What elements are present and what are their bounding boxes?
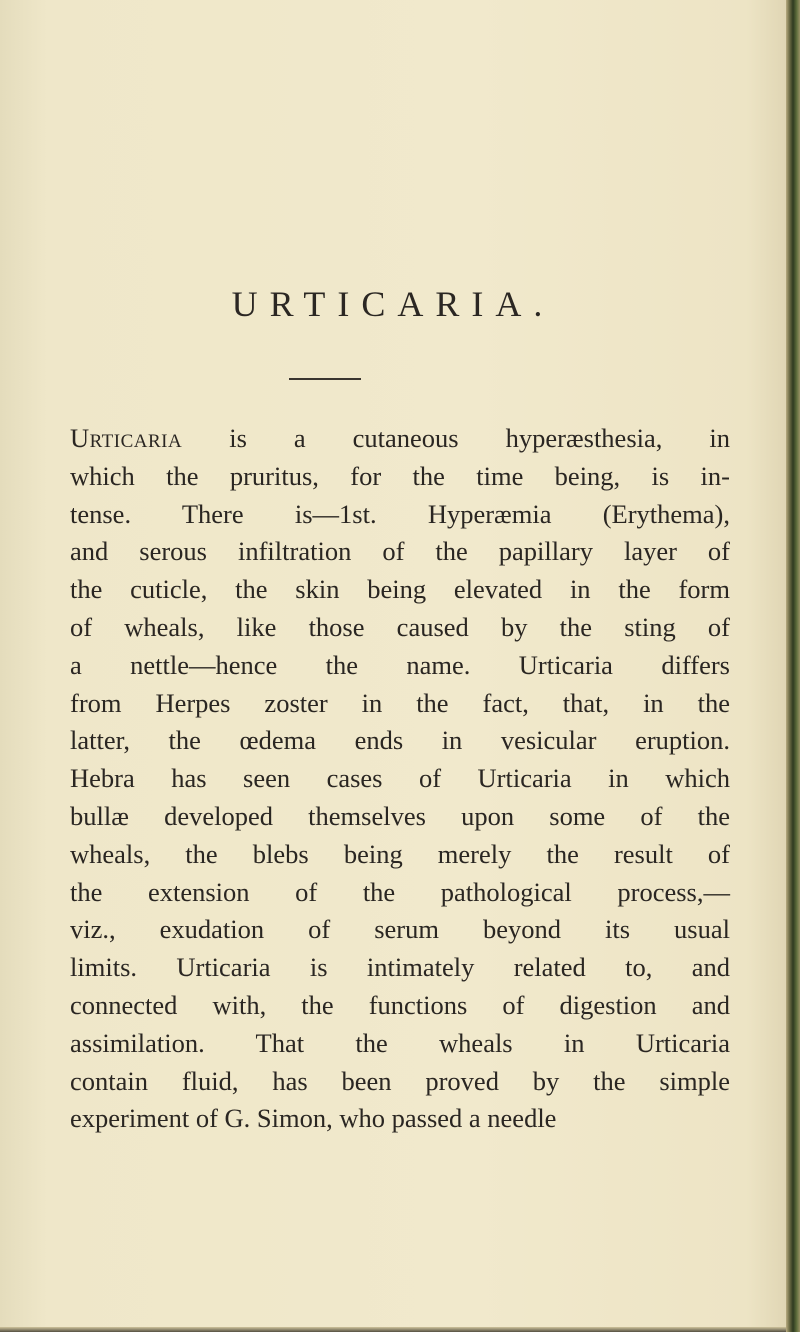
text-line: and serous infiltration of the papillary layer of	[70, 536, 730, 567]
text-line: tense. There is—1st. Hyperæmia (Erythema),	[70, 498, 730, 529]
text-line: contain fluid, has been proved by the simple	[70, 1065, 730, 1096]
page-title: URTICARIA.	[231, 284, 555, 324]
text-line: experiment of G. Simon, who passed a needle	[70, 1103, 557, 1134]
text-line: assimilation. That the wheals in Urticaria	[70, 1027, 730, 1058]
body-paragraph	[70, 420, 730, 1138]
first-line-rest: is a cutaneous hyperæsthesia, in	[182, 423, 730, 453]
text-line: the extension of the pathological process,—	[70, 876, 730, 907]
text-line: latter, the œdema ends in vesicular eruption.	[70, 725, 730, 756]
text-line: wheals, the blebs being merely the result of	[70, 838, 730, 869]
text-line: a nettle—hence the name. Urticaria differs	[70, 649, 730, 680]
text-line: of wheals, like those caused by the sting of	[70, 611, 730, 642]
text-line: which the pruritus, for the time being, is in-	[70, 460, 730, 491]
text-line: Hebra has seen cases of Urticaria in which	[70, 763, 730, 794]
book-page-edge	[786, 0, 800, 1332]
text-line: viz., exudation of serum beyond its usual	[70, 914, 730, 945]
text-line: connected with, the functions of digestion and	[70, 989, 730, 1020]
text-line: bullæ developed themselves upon some of the	[70, 800, 730, 831]
title-rule	[289, 378, 361, 380]
lead-word: Urticaria	[70, 423, 183, 453]
text-line: from Herpes zoster in the fact, that, in the	[70, 687, 730, 718]
text-line: the cuticle, the skin being elevated in the form	[70, 574, 730, 605]
text-line	[70, 420, 730, 458]
text-line: limits. Urticaria is intimately related to, and	[70, 952, 730, 983]
page-bottom-shadow	[0, 1327, 786, 1332]
